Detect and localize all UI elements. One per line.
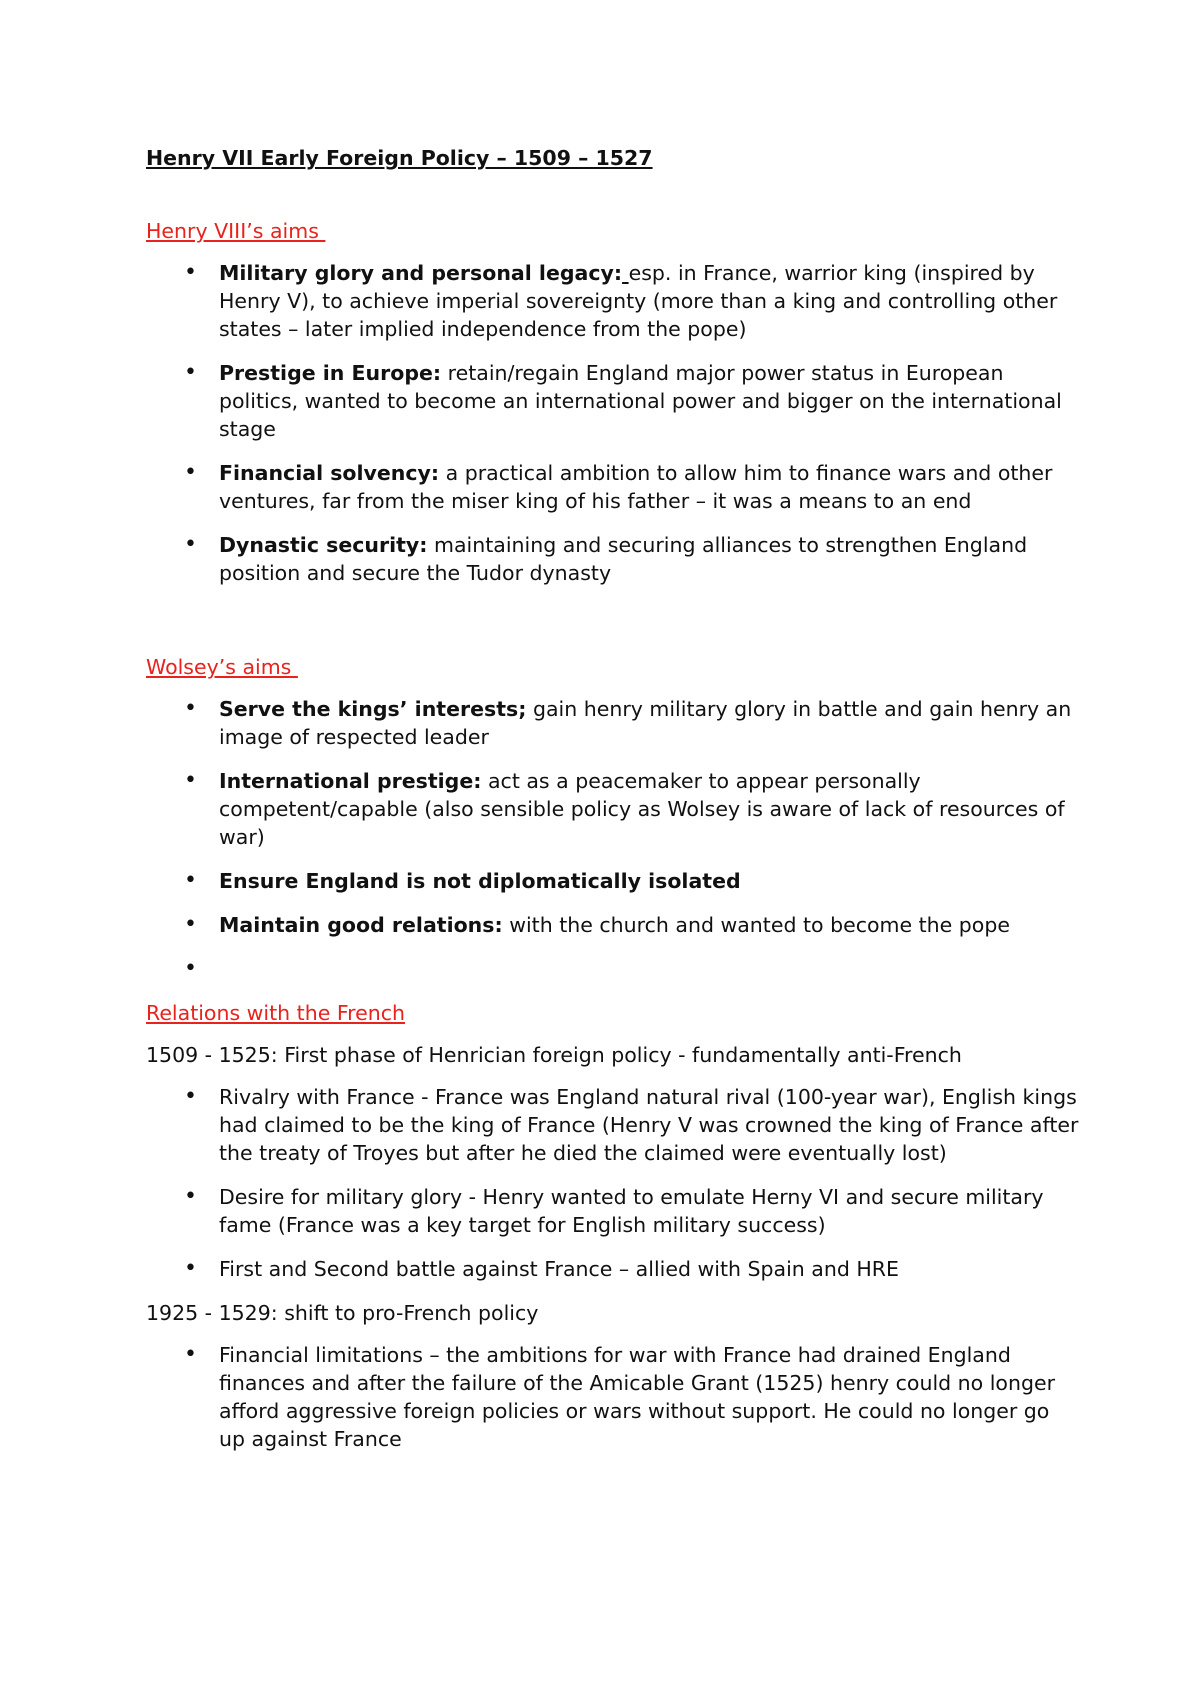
list-item: • Desire for military glory - Henry wanted to emulate Herny VI and secure military fame (France was a key target for English military success) [146, 1183, 1080, 1239]
item-text: gain henry military glory in battle and gain henry an image of respected leader [219, 697, 1072, 749]
item-term: Ensure England is not diplomatically isolated [219, 869, 741, 893]
list-item [146, 359, 1080, 443]
item-term: Financial solvency: [219, 461, 440, 485]
phase-intro: 1509 - 1525: First phase of Henrician foreign policy - fundamentally anti-French [146, 1043, 962, 1067]
item-term: Dynastic security: [219, 533, 428, 557]
item-text: retain/regain England major power status in European politics, wanted to become an international power and bigger on the international stage [219, 361, 1062, 441]
list-item-empty [146, 955, 1080, 983]
section-heading-henry-aims: Henry VIII’s aims [146, 219, 326, 243]
document-title: Henry VII Early Foreign Policy – 1509 – 1527 [146, 146, 653, 170]
phase2-list [146, 1341, 1080, 1453]
item-term: Serve the kings’ interests; [219, 697, 527, 721]
item-term: Military glory and personal legacy: [219, 261, 623, 285]
list-item [146, 911, 1080, 939]
item-term: International prestige: [219, 769, 482, 793]
list-item [146, 459, 1080, 515]
list-item: • Rivalry with France - France was England natural rival (100-year war), English kings had claimed to be the king of France (Henry V was crowned the king of France after the treaty of Troyes but after he died the claimed were eventually lost) [146, 1083, 1080, 1167]
wolsey-aims-list [146, 695, 1080, 983]
list-item: • Financial limitations – the ambitions for war with France had drained England finances and after the failure of the Amicable Grant (1525) henry could no longer afford aggressive foreign policies or wars without support. He could no longer go up against France [146, 1341, 1080, 1453]
section-heading-wolsey-aims: Wolsey’s aims [146, 655, 298, 679]
item-text: act as a peacemaker to appear personally competent/capable (also sensible policy as Wolsey is aware of lack of resources of war) [219, 769, 1065, 849]
section-heading-relations-french: Relations with the French [146, 1001, 405, 1025]
item-text: maintaining and securing alliances to strengthen England position and secure the Tudor dynasty [219, 533, 1028, 585]
spacer [146, 603, 1080, 653]
item-text: a practical ambition to allow him to finance wars and other ventures, far from the miser king of his father – it was a means to an end [219, 461, 1053, 513]
list-item [146, 259, 1080, 343]
henry-aims-list [146, 259, 1080, 587]
item-term: Maintain good relations: [219, 913, 503, 937]
phase1-list [146, 1083, 1080, 1283]
list-item [146, 867, 1080, 895]
item-text: with the church and wanted to become the pope [502, 913, 1010, 937]
item-term: Prestige in Europe: [219, 361, 442, 385]
item-text: esp. in France, warrior king (inspired by Henry V), to achieve imperial sovereignty (more than a king and controlling other states – later implied independence from the pope) [219, 261, 1058, 341]
list-item [146, 695, 1080, 751]
list-item [146, 531, 1080, 587]
phase-intro: 1925 - 1529: shift to pro-French policy [146, 1301, 539, 1325]
list-item: • First and Second battle against France – allied with Spain and HRE [146, 1255, 1080, 1283]
list-item [146, 767, 1080, 851]
